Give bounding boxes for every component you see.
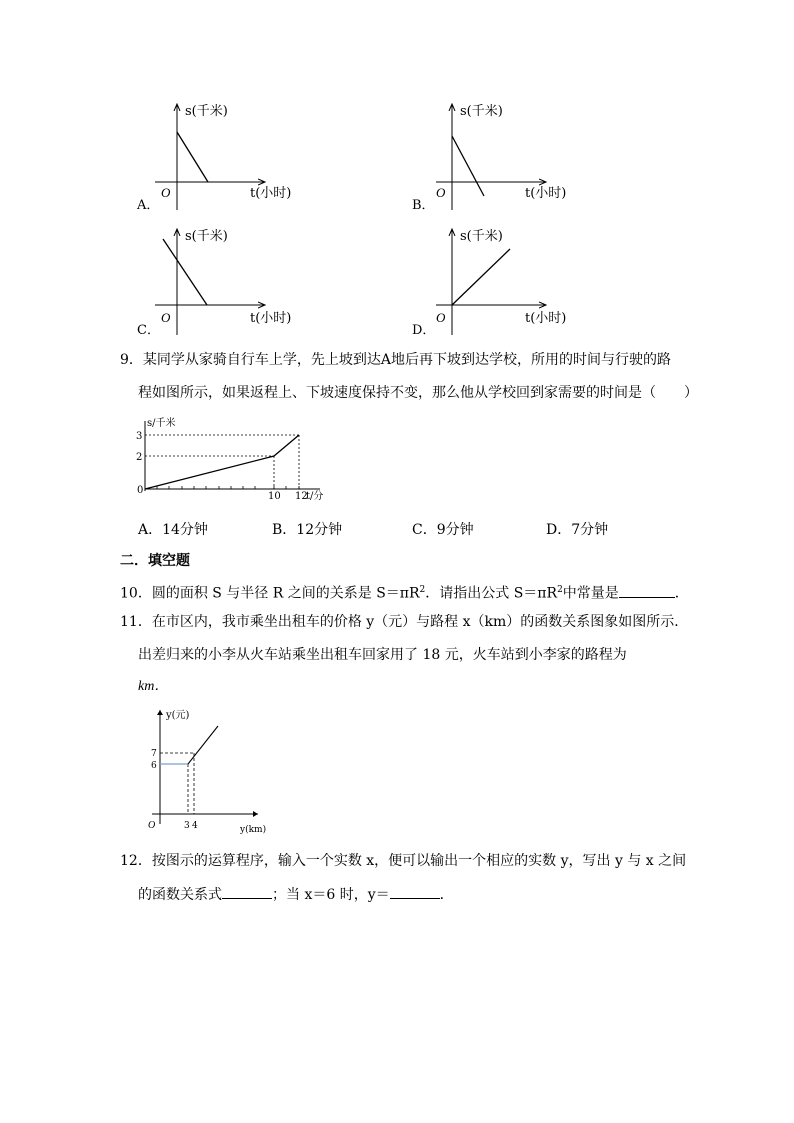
q11-xlabel: y(km) (240, 825, 267, 835)
graph-b (410, 98, 590, 218)
q10-text-b: ．请指出公式 S＝πR (425, 585, 558, 602)
q9-ytick-0: 0 (137, 485, 144, 496)
graph-c-ylabel: s(千米) (185, 229, 228, 244)
q9-line1: 9．某同学从家骑自行车上学，先上坡到达A地后再下坡到达学校，所用的时间与行驶的路 (120, 352, 672, 368)
q9-option-b[interactable]: B．12分钟 (272, 522, 343, 538)
graph-c (135, 223, 315, 343)
q9-option-d[interactable]: D．7分钟 (546, 522, 609, 538)
graph-b-origin: O (436, 185, 446, 200)
graph-c-letter: C． (137, 323, 160, 338)
q9-ytick-2: 2 (136, 452, 143, 463)
q12-text-c: ． (439, 887, 454, 903)
q9-xtick-10: 10 (268, 491, 281, 502)
q9-line2: 程如图所示，如果返程上、下坡速度保持不变，那么他从学校回到家需要的时间是（ ） (138, 385, 698, 401)
q10-text-c: 中常量是 (562, 585, 619, 602)
q9-xtick-12: 12 (295, 491, 308, 502)
q12-line1: 12．按图示的运算程序，输入一个实数 x，便可以输出一个相应的实数 y，写出 y 与 x 之间 (120, 853, 687, 869)
q12-relation-blank[interactable] (222, 884, 272, 899)
q11-chart (140, 702, 280, 838)
q11-unit: km． (138, 679, 169, 694)
graph-a-origin: O (161, 185, 171, 200)
q9-chart-ylabel: s/千米 (147, 418, 176, 429)
q11-ylabel: y(元) (166, 710, 190, 721)
graph-b-line (452, 136, 484, 196)
q12-line2 (138, 884, 454, 905)
graph-a (135, 98, 315, 218)
q11-line2: 出差归来的小李从火车站乘坐出租车回家用了 18 元，火车站到小李家的路程为 (138, 647, 627, 663)
q11-ytick-6: 6 (151, 761, 157, 771)
q11-line3 (138, 676, 168, 697)
section-title: 二．填空题 (120, 553, 190, 569)
graph-b-ylabel: s(千米) (460, 104, 503, 119)
q9-chart (125, 415, 335, 505)
q11-origin: O (148, 820, 156, 831)
graph-d-line (452, 249, 510, 305)
q11-rising-segment (188, 726, 218, 764)
q10-sup2: 2 (557, 585, 563, 595)
q11-xtick-4: 4 (192, 821, 198, 831)
q11-line1: 11．在市区内，我市乘坐出租车的价格 y（元）与路程 x（km）的函数关系图象如图所示． (120, 614, 689, 630)
q9-ytick-3: 3 (136, 431, 143, 442)
q12-text-a: 的函数关系式 (138, 887, 222, 903)
graph-d-xlabel: t(小时) (525, 311, 567, 326)
graph-d (410, 223, 590, 343)
graph-a-line (177, 132, 208, 182)
graph-b-letter: B． (412, 198, 435, 213)
q10-end: ． (674, 585, 689, 602)
q10-answer-blank[interactable] (619, 583, 675, 598)
graph-d-ylabel: s(千米) (460, 229, 503, 244)
q9-chart-line (145, 435, 299, 489)
graph-c-origin: O (161, 310, 171, 325)
q9-option-a[interactable]: A．14分钟 (138, 522, 208, 538)
q10-text (120, 580, 689, 604)
q10-sup1: 2 (419, 585, 426, 595)
graph-a-xlabel: t(小时) (250, 186, 292, 201)
graph-c-xlabel: t(小时) (250, 311, 292, 326)
q12-value-blank[interactable] (390, 884, 440, 899)
q11-xtick-3: 3 (184, 821, 190, 831)
graph-b-xlabel: t(小时) (525, 186, 567, 201)
graph-a-letter: A． (137, 198, 160, 213)
graph-a-ylabel: s(千米) (185, 104, 228, 119)
q11-ytick-7: 7 (151, 749, 157, 759)
q10-text-a: 10．圆的面积 S 与半径 R 之间的关系是 S＝πR (120, 585, 420, 602)
graph-c-line (163, 239, 207, 305)
q12-text-b: ；当 x＝6 时，y＝ (272, 887, 390, 903)
q9-option-c[interactable]: C．9分钟 (412, 522, 474, 538)
graph-d-origin: O (436, 310, 446, 325)
q9-chart-xlabel: t/分 (306, 491, 324, 502)
graph-d-letter: D． (412, 323, 436, 338)
